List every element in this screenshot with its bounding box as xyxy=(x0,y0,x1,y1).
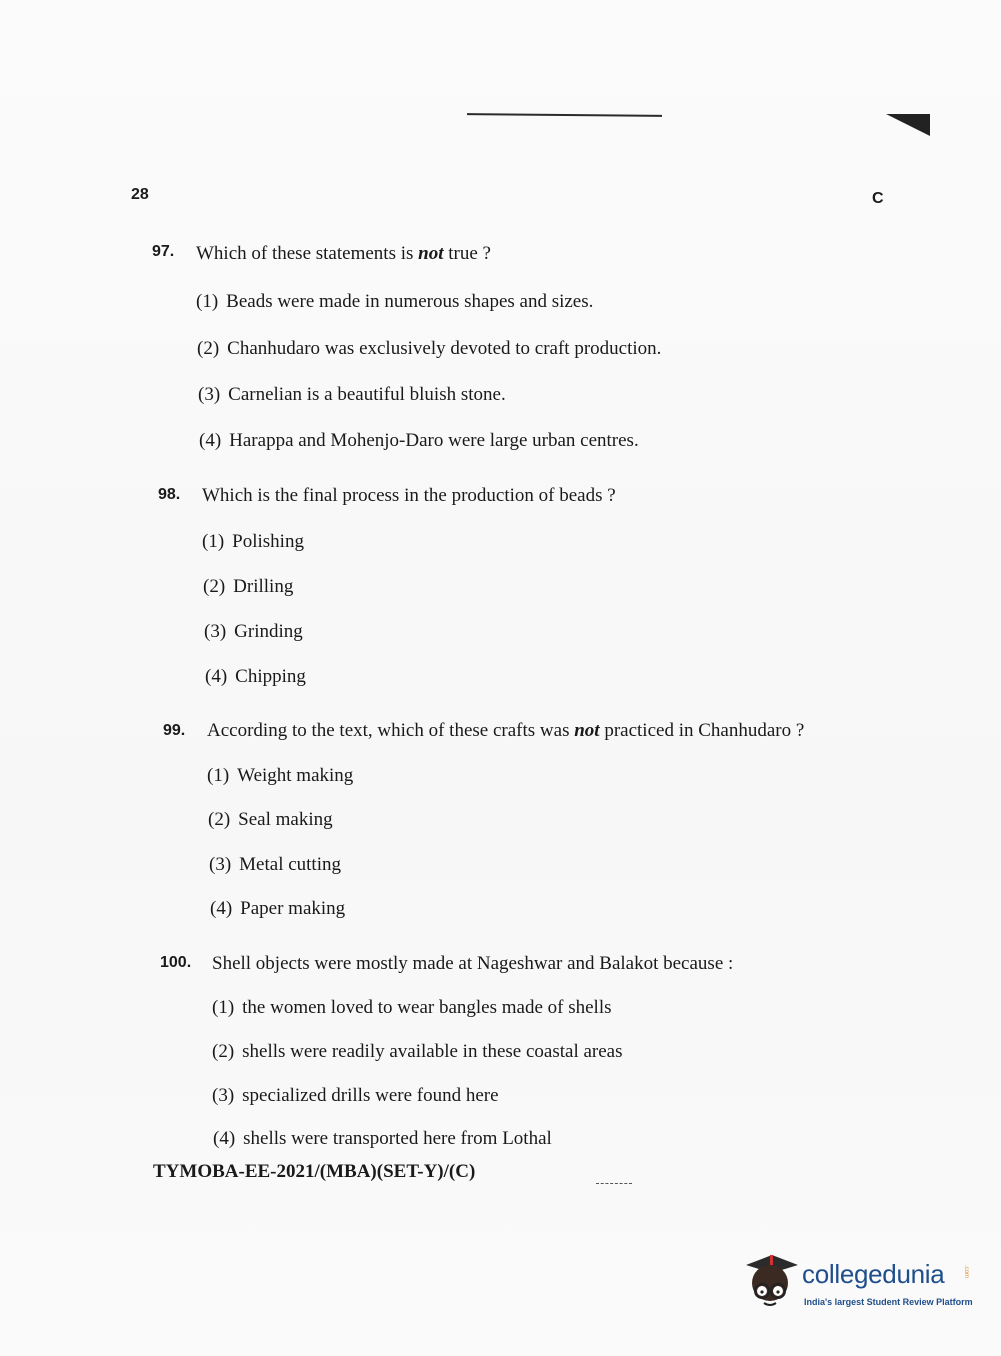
option: (4) Paper making xyxy=(210,898,346,919)
option: (1) Beads were made in numerous shapes and sizes. xyxy=(196,291,594,312)
option: (2) Seal making xyxy=(208,809,333,830)
question-number: 98. xyxy=(158,486,181,503)
top-rule-line xyxy=(467,113,662,117)
question-number: 97. xyxy=(152,243,175,260)
question-text: Which is the final process in the production of beads ? xyxy=(202,485,616,506)
option: (3) Carnelian is a beautiful bluish stone. xyxy=(198,384,506,405)
emphasis-word: not xyxy=(574,720,600,741)
option: (2) Chanhudaro was exclusively devoted to craft production. xyxy=(197,338,662,359)
set-letter: C xyxy=(872,190,884,207)
brand-tagline: India's largest Student Review Platform xyxy=(804,1297,973,1307)
option: (3) Grinding xyxy=(204,621,303,642)
brand-suffix: .com xyxy=(963,1265,969,1279)
option: (4) Harappa and Mohenjo-Daro were large urban centres. xyxy=(199,430,639,451)
corner-mark xyxy=(886,114,930,136)
collegedunia-watermark xyxy=(742,1251,972,1321)
option: (1) Polishing xyxy=(202,531,304,552)
option: (3) Metal cutting xyxy=(209,854,341,875)
option: (4) Chipping xyxy=(205,666,306,687)
question-number: 99. xyxy=(163,722,186,739)
question-text: Which of these statements is not true ? xyxy=(196,243,491,264)
option: (1) the women loved to wear bangles made of shells xyxy=(212,997,612,1018)
option: (3) specialized drills were found here xyxy=(212,1085,499,1106)
option: (1) Weight making xyxy=(207,765,354,786)
page-number: 28 xyxy=(131,186,149,203)
question-text: Shell objects were mostly made at Nageshwar and Balakot because : xyxy=(212,953,734,974)
mascot-logo-icon xyxy=(742,1251,800,1311)
emphasis-word: not xyxy=(418,243,444,264)
pen-mark xyxy=(596,1183,632,1185)
option: (2) shells were readily available in these coastal areas xyxy=(212,1041,623,1062)
option: (2) Drilling xyxy=(203,576,294,597)
option: (4) shells were transported here from Lothal xyxy=(213,1128,552,1149)
question-number: 100. xyxy=(160,954,192,971)
brand-name: collegedunia xyxy=(802,1259,945,1289)
question-text: According to the text, which of these crafts was not practiced in Chanhudaro ? xyxy=(207,720,805,741)
paper-code: TYMOBA-EE-2021/(MBA)(SET-Y)/(C) xyxy=(153,1161,476,1182)
